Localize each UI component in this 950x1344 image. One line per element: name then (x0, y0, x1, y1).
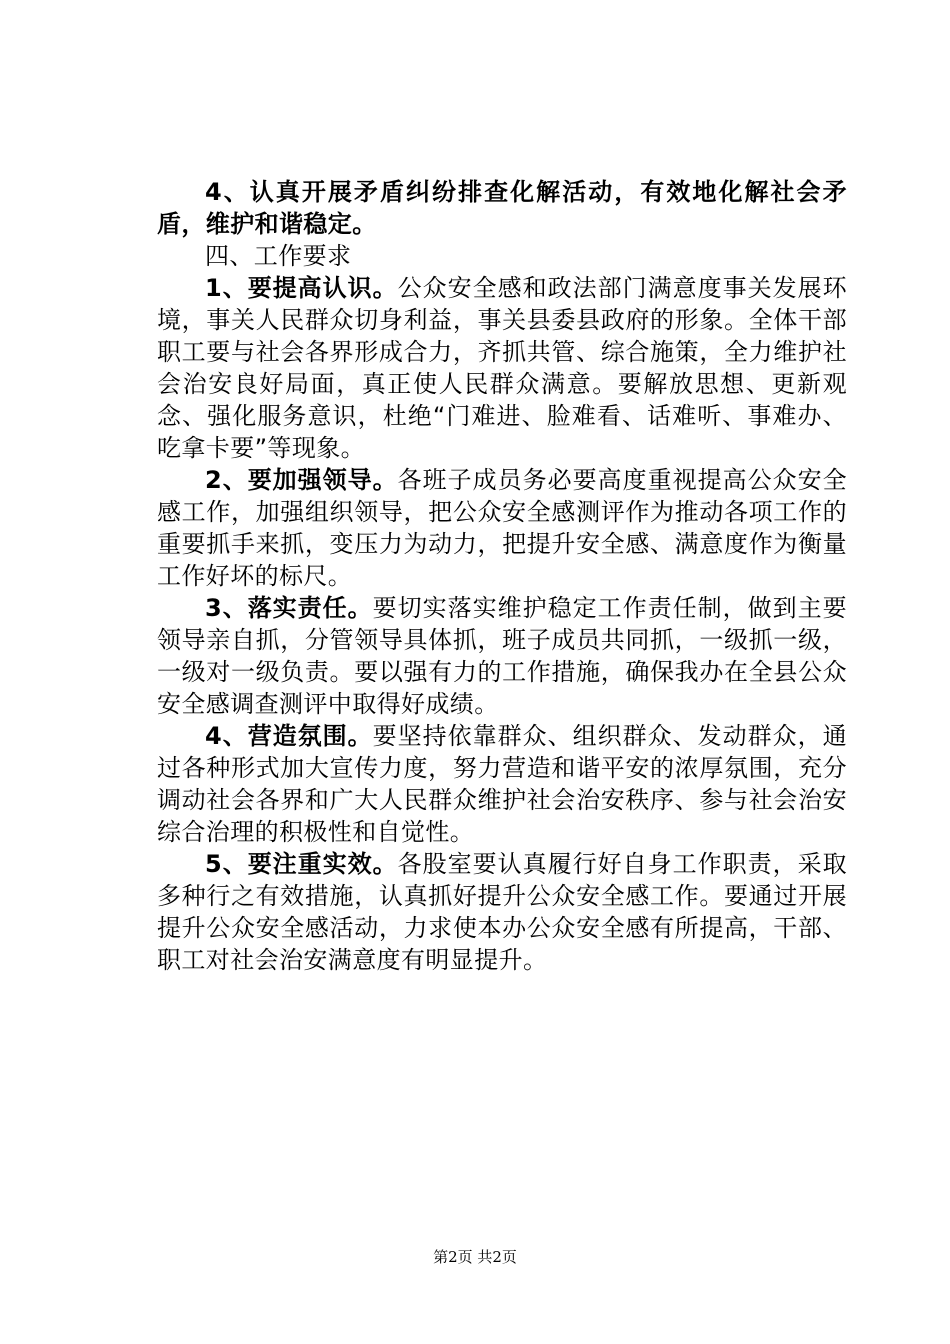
requirement-5-text: 各股室要认真履行好自身工作职责，采取多种行之有效措施，认真抓好提升公众安全感工作。要通过开展提升公众安全感活动，力求使本办公众安全感有所提高，干部、职工对社会治安满意度有明显提升。 (157, 850, 847, 974)
requirement-2-lead: 2、要加强领导。 (205, 466, 398, 494)
requirement-4-text: 要坚持依靠群众、组织群众、发动群众，通过各种形式加大宣传力度，努力营造和谐平安的浓厚氛围，充分调动社会各界和广大人民群众维护社会治安秩序、参与社会治安综合治理的积极性和自觉性。 (157, 722, 847, 846)
requirement-4-lead: 4、营造氛围。 (205, 722, 373, 750)
requirement-1-text: 公众安全感和政法部门满意度事关发展环境，事关人民群众切身利益，事关县委县政府的形象。全体干部职工要与社会各界形成合力，齐抓共管、综合施策，全力维护社会治安良好局面，真正使人民群众满意。要解放思想、更新观念、强化服务意识，杜绝“门难进、脸难看、话难听、事难办、吃拿卡要”等现象。 (157, 274, 847, 462)
requirement-2-text: 各班子成员务必要高度重视提高公众安全感工作，加强组织领导，把公众安全感测评作为推动各项工作的重要抓手来抓，变压力为动力，把提升安全感、满意度作为衡量工作好坏的标尺。 (157, 466, 847, 590)
requirement-3-lead: 3、落实责任。 (205, 594, 373, 622)
requirement-5-paragraph (157, 848, 847, 976)
page-footer (0, 1246, 950, 1267)
requirement-3-text: 要切实落实维护稳定工作责任制，做到主要领导亲自抓，分管领导具体抓，班子成员共同抓，一级抓一级，一级对一级负责。要以强有力的工作措施，确保我办在全县公众安全感调查测评中取得好成绩。 (157, 594, 847, 718)
section-heading-work-requirements (157, 240, 847, 272)
requirement-3-paragraph (157, 592, 847, 720)
page-number-label: 第2页 (433, 1248, 473, 1266)
paragraph-text: 4、认真开展矛盾纠纷排查化解活动，有效地化解社会矛盾，维护和谐稳定。 (157, 178, 847, 238)
requirement-1-paragraph (157, 272, 847, 464)
section-heading-text: 四、工作要求 (205, 242, 352, 270)
requirement-1-lead: 1、要提高认识。 (205, 274, 398, 302)
requirement-2-paragraph (157, 464, 847, 592)
paragraph-item-4-mediation (157, 176, 847, 240)
document-body (157, 176, 847, 976)
requirement-4-paragraph (157, 720, 847, 848)
requirement-5-lead: 5、要注重实效。 (205, 850, 398, 878)
page-total-label: 共2页 (477, 1248, 517, 1266)
